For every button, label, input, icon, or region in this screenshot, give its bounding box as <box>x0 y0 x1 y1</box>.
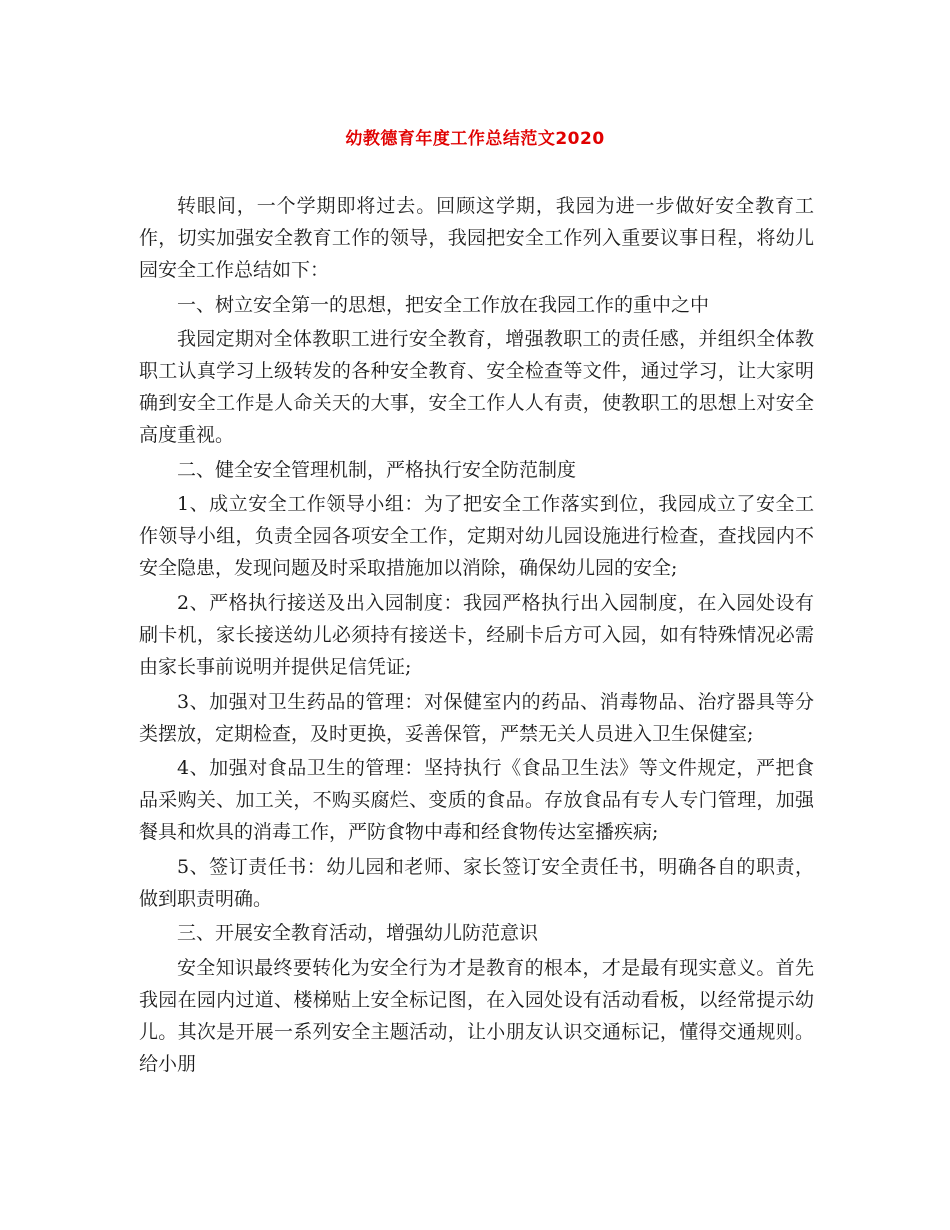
paragraph-section-3: 安全知识最终要转化为安全行为才是教育的根本，才是最有现实意义。首先我园在园内过道、楼梯贴上安全标记图，在入园处设有活动看板，以经常提示幼儿。其次是开展一系列安全主题活动，让小朋友认识交通标记，懂得交通规则。给小朋 <box>139 956 814 1075</box>
document-body <box>139 190 814 1083</box>
list-item-4: 4、加强对食品卫生的管理：坚持执行《食品卫生法》等文件规定，严把食品采购关、加工关，不购买腐烂、变质的食品。存放食品有专人专门管理，加强餐具和炊具的消毒工作，严防食物中毒和经食物传达室播疾病; <box>139 757 814 844</box>
section-heading-3: 三、开展安全教育活动，增强幼儿防范意识 <box>177 922 539 945</box>
list-item-2: 2、严格执行接送及出入园制度：我园严格执行出入园制度，在入园处设有刷卡机，家长接送幼儿必须持有接送卡，经刷卡后方可入园，如有特殊情况必需由家长事前说明并提供足信凭证; <box>139 591 814 678</box>
paragraph-section-1: 我园定期对全体教职工进行安全教育，增强教职工的责任感，并组织全体教职工认真学习上级转发的各种安全教育、安全检查等文件，通过学习，让大家明确到安全工作是人命关天的大事，安全工作人人有责，使教职工的思想上对安全高度重视。 <box>139 328 814 447</box>
paragraph-intro: 转眼间，一个学期即将过去。回顾这学期，我园为进一步做好安全教育工作，切实加强安全教育工作的领导，我园把安全工作列入重要议事日程，将幼儿园安全工作总结如下： <box>139 195 814 281</box>
document-title: 幼教德育年度工作总结范文2020 <box>345 129 605 149</box>
list-item-1: 1、成立安全工作领导小组：为了把安全工作落实到位，我园成立了安全工作领导小组，负责全园各项安全工作，定期对幼儿园设施进行检查，查找园内不安全隐患，发现问题及时采取措施加以消除，确保幼儿园的安全; <box>139 493 814 580</box>
list-item-3: 3、加强对卫生药品的管理：对保健室内的药品、消毒物品、治疗器具等分类摆放，定期检查，及时更换，妥善保管，严禁无关人员进入卫生保健室; <box>139 690 814 745</box>
section-heading-1: 一、树立安全第一的思想，把安全工作放在我园工作的重中之中 <box>177 293 710 316</box>
section-heading-2: 二、健全安全管理机制，严格执行安全防范制度 <box>177 458 577 481</box>
list-item-5: 5、签订责任书：幼儿园和老师、家长签订安全责任书，明确各自的职责，做到职责明确。 <box>139 855 814 910</box>
